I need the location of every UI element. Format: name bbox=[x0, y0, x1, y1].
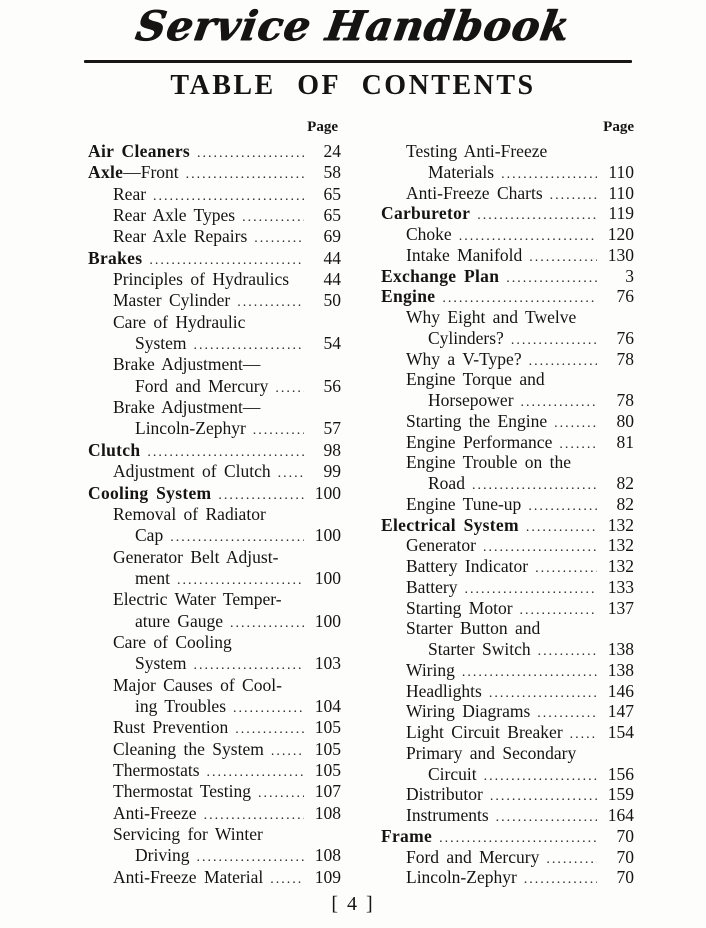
toc-entry-page: 76 bbox=[616, 327, 634, 348]
toc-row bbox=[381, 162, 634, 183]
toc-entry-label: System bbox=[135, 653, 187, 674]
toc-row bbox=[88, 290, 341, 311]
toc-entry-page: 56 bbox=[323, 375, 341, 396]
toc-entry-page: 100 bbox=[314, 525, 341, 546]
toc-column-right bbox=[381, 141, 634, 888]
folio-page-number: [ 4 ] bbox=[331, 893, 375, 915]
toc-entry-label: Brake Adjustment— bbox=[113, 354, 261, 375]
toc-entry-page: 76 bbox=[616, 286, 634, 307]
toc-row bbox=[88, 504, 341, 525]
toc-row bbox=[88, 269, 341, 290]
toc-entry-page: 82 bbox=[616, 473, 634, 493]
toc-entry-label: Primary and Secondary bbox=[406, 742, 577, 763]
toc-entry-page: 65 bbox=[323, 183, 341, 204]
toc-entry-label: Rear Axle Repairs bbox=[113, 226, 248, 247]
toc-row bbox=[88, 760, 341, 781]
toc-column-left bbox=[88, 141, 341, 888]
dot-leader bbox=[147, 440, 304, 463]
toc-entry-label: Care of Cooling bbox=[113, 631, 232, 652]
toc-entry-page: 120 bbox=[607, 224, 634, 244]
toc-entry-label: Electric Water Temper- bbox=[113, 589, 282, 610]
toc-row bbox=[88, 867, 341, 888]
toc-row bbox=[381, 764, 634, 785]
toc-entry-label: ment bbox=[135, 567, 170, 588]
dot-leader bbox=[235, 717, 304, 740]
dot-leader bbox=[170, 525, 304, 548]
toc-entry-label: Anti-Freeze bbox=[113, 802, 197, 823]
toc-row bbox=[381, 307, 634, 328]
dot-leader bbox=[186, 162, 304, 185]
page-column-label-right: Page bbox=[603, 119, 634, 135]
toc-row bbox=[88, 547, 341, 568]
page-column-labels bbox=[88, 119, 634, 136]
toc-row bbox=[88, 312, 341, 333]
toc-row bbox=[381, 141, 634, 162]
toc-entry-label: Cap bbox=[135, 525, 164, 546]
toc-row bbox=[88, 611, 341, 632]
toc-row bbox=[88, 226, 341, 247]
toc-entry-label: Thermostat Testing bbox=[113, 781, 252, 802]
toc-row bbox=[381, 867, 634, 888]
toc-entry-label: Driving bbox=[135, 845, 190, 866]
dot-leader bbox=[270, 867, 304, 890]
toc-entry-page: 105 bbox=[314, 759, 341, 780]
toc-entry-page: 50 bbox=[323, 290, 341, 311]
toc-entry-label: Cooling System bbox=[88, 482, 212, 503]
toc-entry-label: Lincoln-Zephyr bbox=[406, 867, 517, 888]
toc-entry-page: 82 bbox=[616, 493, 634, 514]
toc-entry-page: 159 bbox=[607, 784, 634, 805]
toc-entry-label: Generator bbox=[406, 535, 476, 556]
toc-entry-page: 100 bbox=[314, 567, 341, 588]
toc-entry-page: 44 bbox=[323, 269, 341, 290]
toc-entry-label: Servicing for Winter bbox=[113, 824, 263, 844]
toc-entry-label: Care of Hydraulic bbox=[113, 311, 246, 332]
toc-entry-label: Master Cylinder bbox=[113, 290, 231, 311]
toc-entry-page: 57 bbox=[323, 418, 341, 439]
dot-leader bbox=[197, 141, 304, 164]
toc-entry-label: Clutch bbox=[88, 439, 141, 460]
toc-entry-label: Starter Switch bbox=[428, 639, 531, 659]
toc-entry-label: Road bbox=[428, 473, 465, 493]
toc-entry-page: 80 bbox=[616, 410, 634, 431]
toc-entry-page: 137 bbox=[607, 597, 634, 618]
toc-row bbox=[381, 369, 634, 390]
toc-entry-label: Electrical System bbox=[381, 514, 519, 535]
toc-entry-label: Wiring Diagrams bbox=[406, 701, 531, 722]
toc-entry-page: 132 bbox=[607, 514, 634, 535]
toc-entry-label: Rust Prevention bbox=[113, 717, 229, 738]
toc-entry-label: Why Eight and Twelve bbox=[406, 307, 577, 327]
toc-row bbox=[88, 717, 341, 738]
toc-entry-page: 130 bbox=[607, 244, 634, 265]
dot-leader bbox=[275, 376, 304, 399]
toc-row bbox=[88, 461, 341, 482]
toc-entry-label: Starting the Engine bbox=[406, 410, 548, 431]
toc-entry-page: 105 bbox=[314, 717, 341, 738]
toc-row bbox=[381, 328, 634, 349]
toc-row bbox=[88, 803, 341, 824]
toc-row bbox=[88, 568, 341, 589]
toc-entry-label: Materials bbox=[428, 161, 495, 182]
toc-entry-label: Distributor bbox=[406, 784, 483, 805]
toc-entry-page: 119 bbox=[608, 203, 634, 224]
dot-leader bbox=[194, 653, 304, 676]
toc-entry-page: 54 bbox=[323, 333, 341, 354]
toc-entry-label: Engine Trouble on the bbox=[406, 452, 572, 473]
toc-entry-page: 154 bbox=[607, 722, 634, 742]
dot-leader bbox=[237, 290, 304, 313]
toc-row bbox=[88, 248, 341, 269]
toc-entry-page: 69 bbox=[323, 226, 341, 247]
toc-entry-label: Anti-Freeze Charts bbox=[406, 182, 543, 203]
toc-entry-label: Choke bbox=[406, 224, 452, 244]
toc-row bbox=[88, 418, 341, 439]
toc-entry-label: Circuit bbox=[428, 763, 477, 784]
toc-entry-label: Horsepower bbox=[428, 390, 514, 410]
toc-entry-label: Frame bbox=[381, 825, 433, 846]
toc-row bbox=[381, 598, 634, 619]
toc-row bbox=[88, 376, 341, 397]
toc-entry-label: Engine Torque and bbox=[406, 369, 545, 390]
toc-entry-page: 156 bbox=[607, 763, 634, 784]
toc-row bbox=[381, 515, 634, 536]
dot-leader bbox=[204, 803, 304, 826]
toc-row bbox=[381, 432, 634, 453]
toc-row bbox=[381, 494, 634, 515]
toc-entry-page: 147 bbox=[607, 701, 634, 722]
toc-row bbox=[88, 845, 341, 866]
toc-row bbox=[381, 245, 634, 266]
toc-entry-page: 107 bbox=[314, 781, 341, 802]
toc-entry-page: 70 bbox=[616, 825, 634, 846]
toc-entry-page: 133 bbox=[607, 576, 634, 597]
toc-entry-label: Anti-Freeze Material bbox=[113, 866, 264, 887]
toc-entry-page: 146 bbox=[607, 680, 634, 701]
toc-entry-label: Starting Motor bbox=[406, 597, 513, 618]
toc-entry-label: Brake Adjustment— bbox=[113, 397, 261, 418]
toc-row bbox=[381, 701, 634, 722]
toc-entry-label: Why a V-Type? bbox=[406, 348, 522, 369]
toc-row bbox=[381, 473, 634, 494]
toc-row bbox=[381, 535, 634, 556]
toc-row bbox=[381, 743, 634, 764]
toc-row bbox=[88, 675, 341, 696]
page-title: TABLE OF CONTENTS bbox=[170, 70, 536, 101]
toc-entry-page: 78 bbox=[616, 348, 634, 369]
toc-row bbox=[381, 411, 634, 432]
toc-entry-page: 24 bbox=[323, 141, 341, 161]
toc-row bbox=[381, 390, 634, 411]
dot-leader bbox=[254, 226, 304, 249]
dot-leader bbox=[253, 418, 304, 441]
toc-entry-page: 164 bbox=[607, 805, 634, 825]
book-title: Service Handbook bbox=[132, 2, 574, 50]
toc-row bbox=[381, 556, 634, 577]
toc-row bbox=[88, 333, 341, 354]
toc-entry-label: Brakes bbox=[88, 247, 143, 268]
toc-row bbox=[88, 781, 341, 802]
toc-row bbox=[381, 183, 634, 204]
toc-row bbox=[88, 205, 341, 226]
toc-entry-page: 99 bbox=[323, 461, 341, 482]
toc-row bbox=[381, 266, 634, 287]
toc-entry-label: Instruments bbox=[406, 805, 489, 825]
dot-leader bbox=[177, 568, 304, 591]
toc-row bbox=[381, 618, 634, 639]
dot-leader bbox=[278, 461, 304, 484]
toc-entry-page: 70 bbox=[616, 846, 634, 867]
toc-entry-label: Wiring bbox=[406, 659, 455, 680]
dot-leader bbox=[230, 611, 304, 634]
toc-entry-label: Principles of Hydraulics bbox=[113, 269, 290, 290]
dot-leader bbox=[194, 333, 304, 356]
toc-row bbox=[381, 349, 634, 370]
toc-entry-label: System bbox=[135, 333, 187, 354]
toc-entry-page: 98 bbox=[323, 439, 341, 460]
toc-row bbox=[381, 784, 634, 805]
toc-entry-page: 65 bbox=[323, 205, 341, 226]
dot-leader bbox=[524, 867, 597, 891]
toc-entry-page: 70 bbox=[616, 867, 634, 888]
toc-entry-page: 104 bbox=[314, 695, 341, 716]
toc-row bbox=[381, 224, 634, 245]
toc-row bbox=[88, 824, 341, 845]
dot-leader bbox=[242, 205, 304, 228]
dot-leader bbox=[218, 483, 304, 506]
toc-row bbox=[88, 739, 341, 760]
toc-entry-label: Axle—Front bbox=[88, 162, 179, 183]
toc-entry-label: Air Cleaners bbox=[88, 141, 191, 161]
toc-entry-label: Headlights bbox=[406, 680, 482, 701]
toc-entry-page: 138 bbox=[607, 639, 634, 659]
toc-entry-label: Engine bbox=[381, 286, 436, 307]
toc-entry-label: Adjustment of Clutch bbox=[113, 461, 271, 482]
toc-entry-label: Generator Belt Adjust- bbox=[113, 546, 279, 567]
toc-row bbox=[381, 660, 634, 681]
toc-entry-page: 105 bbox=[314, 738, 341, 759]
dot-leader bbox=[149, 248, 304, 271]
page-column-label-left: Page bbox=[307, 119, 338, 135]
toc-entry-label: Battery bbox=[406, 576, 458, 597]
toc-entry-label: ature Gauge bbox=[135, 610, 224, 631]
toc-entry-page: 81 bbox=[616, 431, 634, 452]
dot-leader bbox=[153, 184, 304, 207]
toc-entry-label: Ford and Mercury bbox=[406, 846, 540, 867]
toc-entry-label: Removal of Radiator bbox=[113, 503, 266, 524]
toc-entry-label: ing Troubles bbox=[135, 695, 227, 716]
toc-row bbox=[88, 525, 341, 546]
toc-entry-page: 100 bbox=[314, 610, 341, 631]
toc-entry-label: Rear Axle Types bbox=[113, 205, 236, 226]
toc-entry-label: Cleaning the System bbox=[113, 738, 264, 759]
toc-row bbox=[381, 286, 634, 307]
toc-entry-page: 108 bbox=[314, 845, 341, 866]
toc-entry-label: Starter Button and bbox=[406, 618, 541, 639]
toc-entry-label: Testing Anti-Freeze bbox=[406, 141, 548, 161]
toc-entry-page: 108 bbox=[314, 802, 341, 823]
toc-row bbox=[88, 184, 341, 205]
toc-row bbox=[381, 639, 634, 660]
toc-entry-label: Cylinders? bbox=[428, 327, 504, 348]
toc-row bbox=[381, 805, 634, 826]
toc-entry-label: Rear bbox=[113, 183, 147, 204]
toc-entry-page: 132 bbox=[607, 556, 634, 576]
toc-row bbox=[88, 653, 341, 674]
toc-row bbox=[88, 162, 341, 183]
toc-row bbox=[88, 440, 341, 461]
toc-entry-page: 138 bbox=[607, 659, 634, 680]
toc-entry-label: Ford and Mercury bbox=[135, 375, 269, 396]
toc-row bbox=[381, 452, 634, 473]
toc-entry-page: 110 bbox=[608, 161, 634, 182]
toc-entry-page: 58 bbox=[323, 162, 341, 183]
toc-entry-label: Engine Performance bbox=[406, 431, 553, 452]
toc-entry-label: Carburetor bbox=[381, 203, 471, 224]
toc-entry-page: 110 bbox=[608, 182, 634, 203]
toc-row bbox=[88, 483, 341, 504]
toc-entry-label: Thermostats bbox=[113, 759, 200, 780]
toc-row bbox=[88, 632, 341, 653]
toc-row bbox=[381, 577, 634, 598]
toc-row bbox=[88, 589, 341, 610]
dot-leader bbox=[207, 760, 304, 783]
toc-row bbox=[88, 397, 341, 418]
toc-entry-page: 44 bbox=[323, 247, 341, 268]
dot-leader bbox=[233, 696, 304, 719]
toc-row bbox=[381, 203, 634, 224]
toc-row bbox=[88, 354, 341, 375]
toc-entry-page: 78 bbox=[616, 390, 634, 410]
toc-row bbox=[381, 826, 634, 847]
toc-entry-page: 132 bbox=[607, 535, 634, 556]
toc-entry-label: Major Causes of Cool- bbox=[113, 674, 282, 695]
toc-entry-label: Exchange Plan bbox=[381, 265, 500, 286]
toc-row bbox=[88, 141, 341, 162]
toc-entry-page: 109 bbox=[314, 866, 341, 887]
toc-row bbox=[381, 722, 634, 743]
toc-columns bbox=[88, 141, 634, 888]
dot-leader bbox=[196, 845, 304, 868]
toc-entry-page: 103 bbox=[314, 653, 341, 674]
toc-entry-label: Engine Tune-up bbox=[406, 493, 522, 514]
toc-row bbox=[381, 847, 634, 868]
header-rule bbox=[84, 60, 632, 63]
dot-leader bbox=[258, 781, 304, 804]
toc-entry-label: Light Circuit Breaker bbox=[406, 722, 563, 742]
dot-leader bbox=[271, 739, 304, 762]
toc-row bbox=[88, 696, 341, 717]
toc-entry-label: Battery Indicator bbox=[406, 556, 529, 576]
toc-entry-page: 100 bbox=[314, 482, 341, 503]
toc-entry-label: Lincoln-Zephyr bbox=[135, 418, 246, 439]
toc-row bbox=[381, 681, 634, 702]
toc-entry-label: Intake Manifold bbox=[406, 244, 523, 265]
toc-entry-page: 3 bbox=[625, 265, 634, 286]
